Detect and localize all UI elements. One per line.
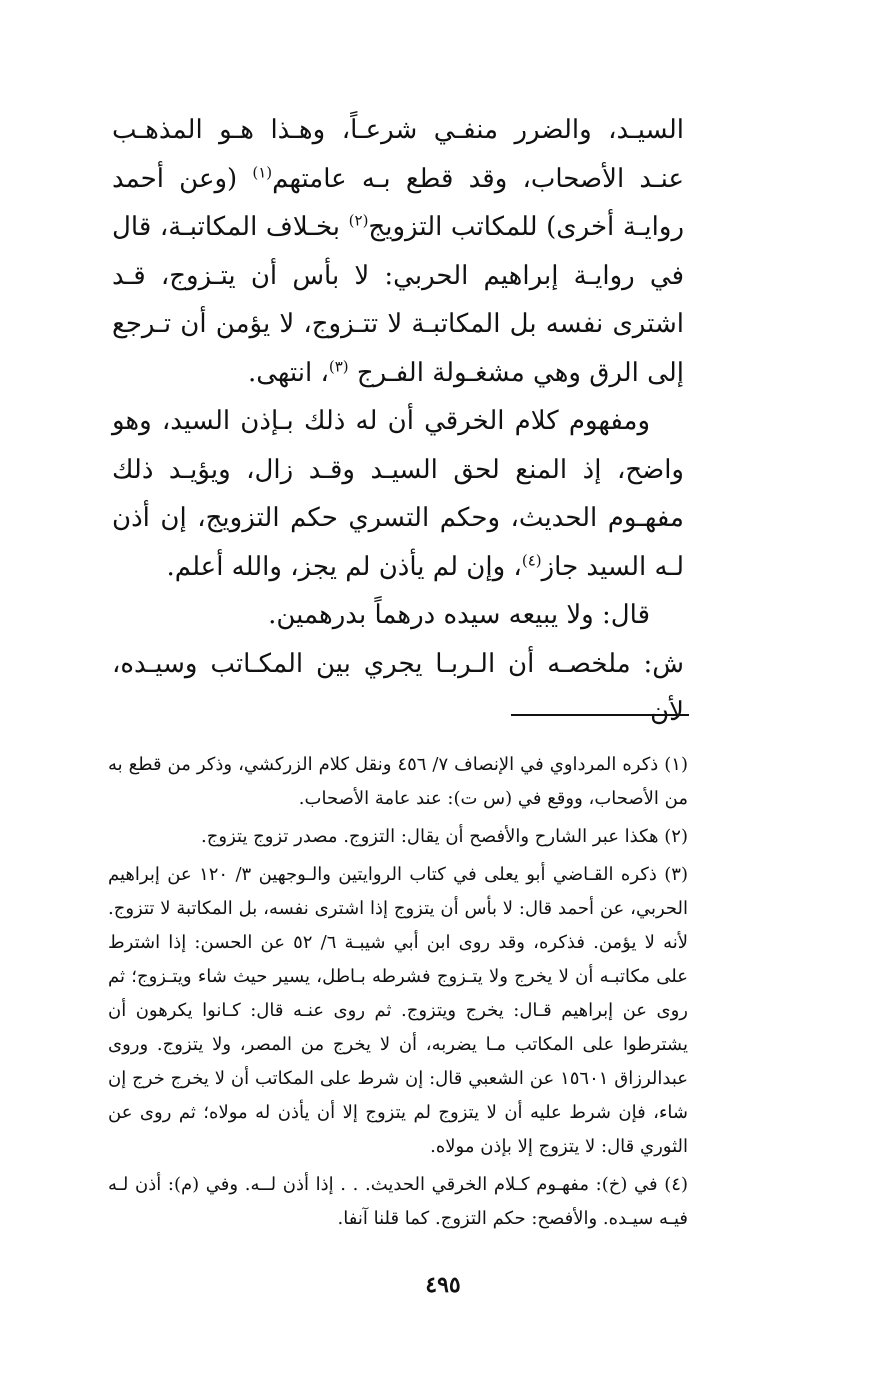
main-text-block [112,106,684,737]
paragraph-1-text-b: (وعن أحمد روايـة أخرى) للمكاتب التزويج [112,163,685,242]
footnote-4: (٤) في (خ): مفهـوم كـلام الخرقي الحديث. . . إذا أذن لــه. وفي (م): أذن لـه فيـه سيـده. والأفصح: حكم التزوج. كما قلنا آنفا. [108,1174,688,1229]
paragraph-2-text-a: ومفهوم كلام الخرقي أن له ذلك بـإذن السيد، وهو واضح، إذ المنع لحق السيـد وقـد زال، ويؤيـد ذلك مفهـوم الحديث، وحكم التسري حكم التزويج، إن أذن لـه السيد جاز [112,406,684,582]
paragraph-2-text-b: ، وإن لم يأذن لم يجز، والله أعلم. [166,551,522,582]
paragraph-2 [112,397,684,591]
footnote-separator [511,714,689,716]
footnotes-block [108,748,688,1240]
footnote-ref-4[interactable]: (٤) [521,550,542,569]
paragraph-4: ش: ملخصـه أن الـربـا يجري بين المكـاتب وسيـده، لأن [112,648,684,727]
paragraph-1 [112,106,684,397]
footnote-ref-2[interactable]: (٢) [348,211,369,230]
footnote-3: (٣) ذكره القـاضي أبو يعلى في كتاب الروايتين والـوجهين ٣/ ١٢٠ عن إبراهيم الحربي، عن أحمد قال: لا بأس أن يتزوج إذا اشترى نفسه، بل المكاتبة لا تتزوج. لأنه لا يؤمن. فذكره، وقد روى ابن أبي شيبـة ٦/ ٥٢ عن الحسن: إذا اشترط على مكاتبـه أن لا يخرج ولا يتـزوج فشرطه بـاطل، يسير حيث شاء ويتـزوج؛ ثم روى عن إبراهيم قـال: يخرج ويتزوج. ثم روى عنـه قال: كـانوا يكرهون أن يشترطوا على المكاتب مـا يضربه، أن لا يخرج من المصر، ولا يتزوج. وروى عبدالرزاق ١٥٦٠١ عن الشعبي قال: إن شرط على المكاتب أن لا يخرج خرج إن شاء، فإن شرط عليه أن لا يتزوج لم يتزوج إلا أن يأذن له مولاه؛ ثم روى عن الثوري قال: لا يتزوج إلا بإذن مولاه. [108,864,689,1157]
footnote-ref-1[interactable]: (١) [252,162,273,181]
footnote-1: (١) ذكره المرداوي في الإنصاف ٧/ ٤٥٦ ونقل كلام الزركشي، وذكر من قطع به من الأصحاب، ووقع في (س ت): عند عامة الأصحاب. [108,754,688,809]
paragraph-1-text-d: ، انتهى. [247,357,329,388]
page-number: ٤٩٥ [425,1272,461,1298]
footnote-2: (٢) هكذا عبر الشارح والأفصح أن يقال: التزوج. مصدر تزوج يتزوج. [201,826,688,847]
paragraph-1-text-c: بخـلاف المكاتبـة، قال في روايـة إبراهيم الحربي: لا بأس أن يتـزوج، قـد اشترى نفسه بل المكاتبـة لا تتـزوج، لا يؤمن أن تـرجع إلى الرق وهي مشغـولة الفـرج [112,212,684,388]
footnote-ref-3[interactable]: (٣) [328,356,349,375]
paragraph-3: قال: ولا يبيعه سيده درهماً بدرهمين. [268,600,650,630]
paragraph-1-text-a: السيـد، والضرر منفـي شرعـاً، وهـذا هـو المذهـب عنـد الأصحاب، وقد قطع بـه عامتهم [112,115,684,194]
